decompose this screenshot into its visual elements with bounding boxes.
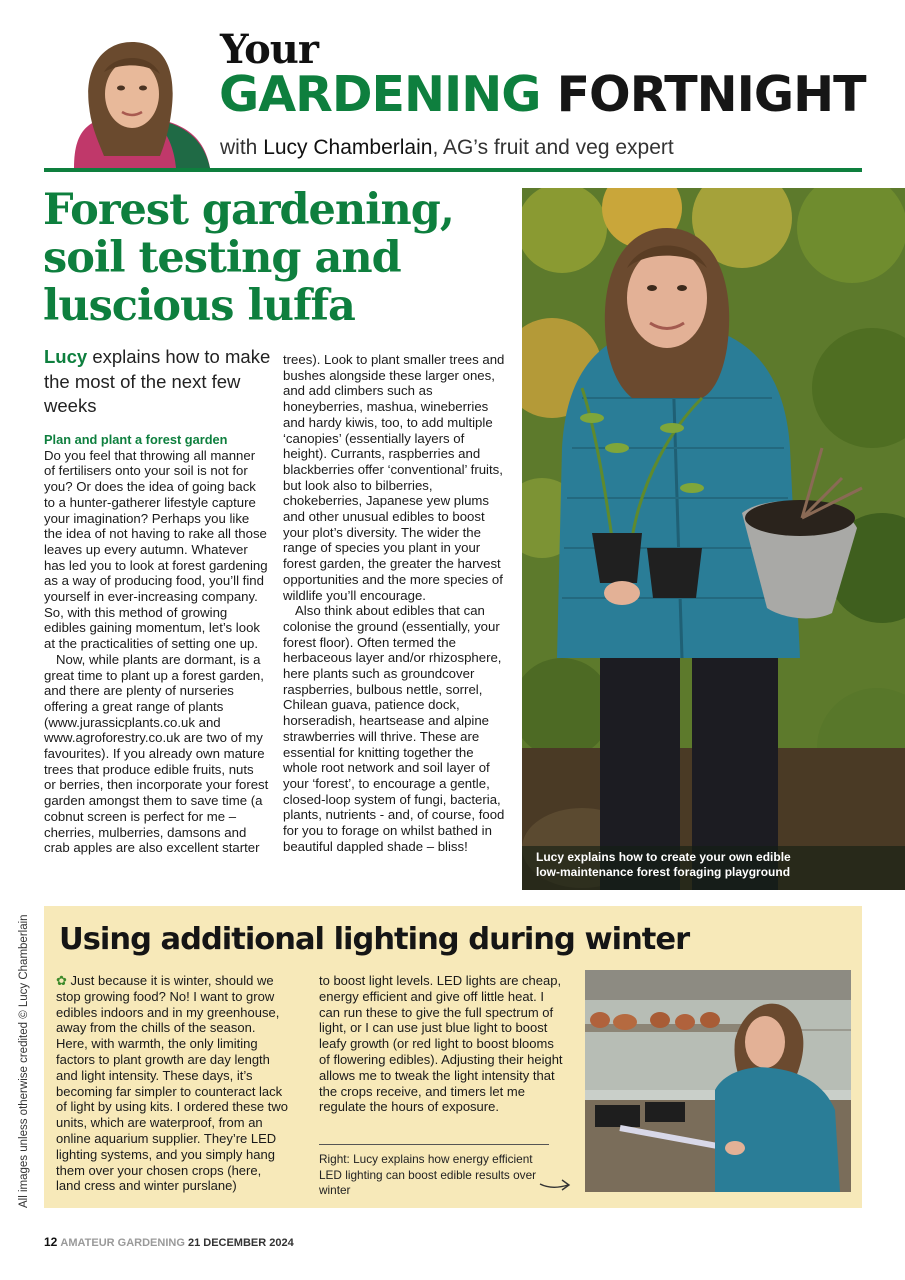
caption-text: Lucy explains how energy efficient LED lighting can boost edible results over winter — [319, 1152, 537, 1197]
standfirst-name: Lucy — [44, 346, 88, 367]
main-photo-caption — [522, 846, 905, 890]
header-title — [219, 66, 866, 123]
page-footer — [44, 1235, 294, 1249]
article-paragraph: Do you feel that throwing all manner of fertilisers onto your soil is not for you? Or does the idea of going back to a hunter-gatherer lifestyle capture your imagination? Perhaps you like the idea of not having to rake all those leaves up every autumn. Whatever has led you to look at forest gardening as a way of producing food, you’ll find yourself in ever-increasing company. So, with this method of growing edibles gaining momentum, let’s look at the practicalities of setting one up. — [44, 447, 268, 652]
magazine-name: AMATEUR GARDENING — [60, 1237, 185, 1249]
caption-line-1: Lucy explains how to create your own edible — [536, 850, 791, 864]
article-subhead: Plan and plant a forest garden — [44, 432, 228, 447]
lighting-text-1: Just because it is winter, should we stop growing food? No! I want to grow edibles indoors and in my greenhouse, away from the chills of the season. Here, with warmth, the only limiting factors to plant growth are day length and light intensity. These days, it’s becoming far simpler to counteract lack of light by using kits. I ordered these two units, which are waterproof, from an online aquarium supplier. They’re LED lighting systems, and you simply hang them over your chosen crops (here, land cress and winter purslane) — [56, 973, 288, 1194]
byline-author: Lucy Chamberlain — [263, 136, 433, 159]
article-column-2 — [283, 352, 505, 855]
lighting-title: Using additional lighting during winter — [59, 922, 690, 957]
byline-suffix: , AG’s fruit and veg expert — [432, 136, 674, 159]
issue-date: 21 DECEMBER 2024 — [187, 1237, 294, 1249]
lighting-photo — [585, 970, 851, 1192]
header-title-fortnight: FORTNIGHT — [556, 66, 866, 123]
article-paragraph: trees). Look to plant smaller trees and bushes alongside these larger ones, and add climbers such as honeyberries, mashua, wineberries and hardy kiwis, too, to add multiple ‘canopies’ (essentially layers of height). Currants, raspberries and blackberries offer ‘conventional’ fruits, but look also to bilberries, chokeberries, Japanese yew plums and other unusual edibles to boost your plot’s diversity. The wider the range of species you plant in your forest garden, the greater the harvest opportunities and the more species of wildlife you’ll encourage. — [283, 352, 505, 603]
standfirst — [44, 345, 274, 419]
lighting-text-2: to boost light levels. LED lights are cheap, energy efficient and give off little heat. I can run these to give the full spectrum of light, or I can use just blue light to boost leafy growth (or red light to boost blooms of flowering edibles). Adjusting their height allows me to tweak the light intensity that the crops receive, and timers let me regulate the hours of exposure. — [319, 973, 563, 1115]
caption-line-2: low-maintenance forest foraging playground — [536, 865, 791, 879]
header-byline — [220, 136, 674, 160]
caption-divider — [319, 1144, 549, 1145]
headline-line-2: soil testing and — [43, 233, 401, 283]
article-paragraph: Now, while plants are dormant, is a great time to plant up a forest garden, and there are plenty of nurseries offering a great range of plants (www.jurassicplants.co.uk and www.agroforestry.co.uk are two of my favourites). If you already own mature trees that produce edible fruits, nuts or berries, then incorporate your forest garden amongst them to save time (a cobnut screen is perfect for me – cherries, mulberries, damsons and crab apples are also excellent starter — [44, 651, 269, 856]
header-title-gardening: GARDENING — [219, 66, 541, 123]
page-number: 12 — [44, 1235, 58, 1249]
headline-line-1: Forest gardening, — [43, 185, 454, 235]
lighting-photo-caption — [319, 1152, 554, 1199]
article-column-1 — [44, 432, 269, 856]
image-credit: All images unless otherwise credited © Lucy Chamberlain — [18, 914, 30, 1208]
byline-prefix: with — [220, 136, 264, 159]
arrow-right-icon — [538, 1176, 572, 1194]
header-rule — [44, 168, 862, 172]
standfirst-text: explains how to make the most of the next few weeks — [44, 346, 271, 416]
header-your: Your — [220, 26, 318, 73]
main-photo — [522, 188, 905, 890]
flower-icon: ✿ — [56, 973, 67, 988]
author-avatar — [44, 36, 212, 168]
article-headline — [43, 186, 513, 330]
lighting-column-1 — [56, 973, 288, 1194]
caption-label: Right: — [319, 1152, 350, 1166]
headline-line-3: luscious luffa — [43, 281, 355, 331]
lighting-column-2 — [319, 973, 564, 1115]
article-paragraph: Also think about edibles that can colonise the ground (essentially, your forest floor). Often termed the herbaceous layer and/or rhizosphere, here plants such as groundcover raspberries, bulbous nettle, sorrel, Chilean guava, patience dock, horseradish, heartsease and alpine strawberries will thrive. These are essential for knitting together the whole root network and soil layer of your ‘forest’, to encourage a gentle, closed-loop system of fungi, bacteria, plants, nutrients - and, of course, food for you to forage on whilst bathed in beautiful dappled shade – bliss! — [283, 603, 505, 854]
